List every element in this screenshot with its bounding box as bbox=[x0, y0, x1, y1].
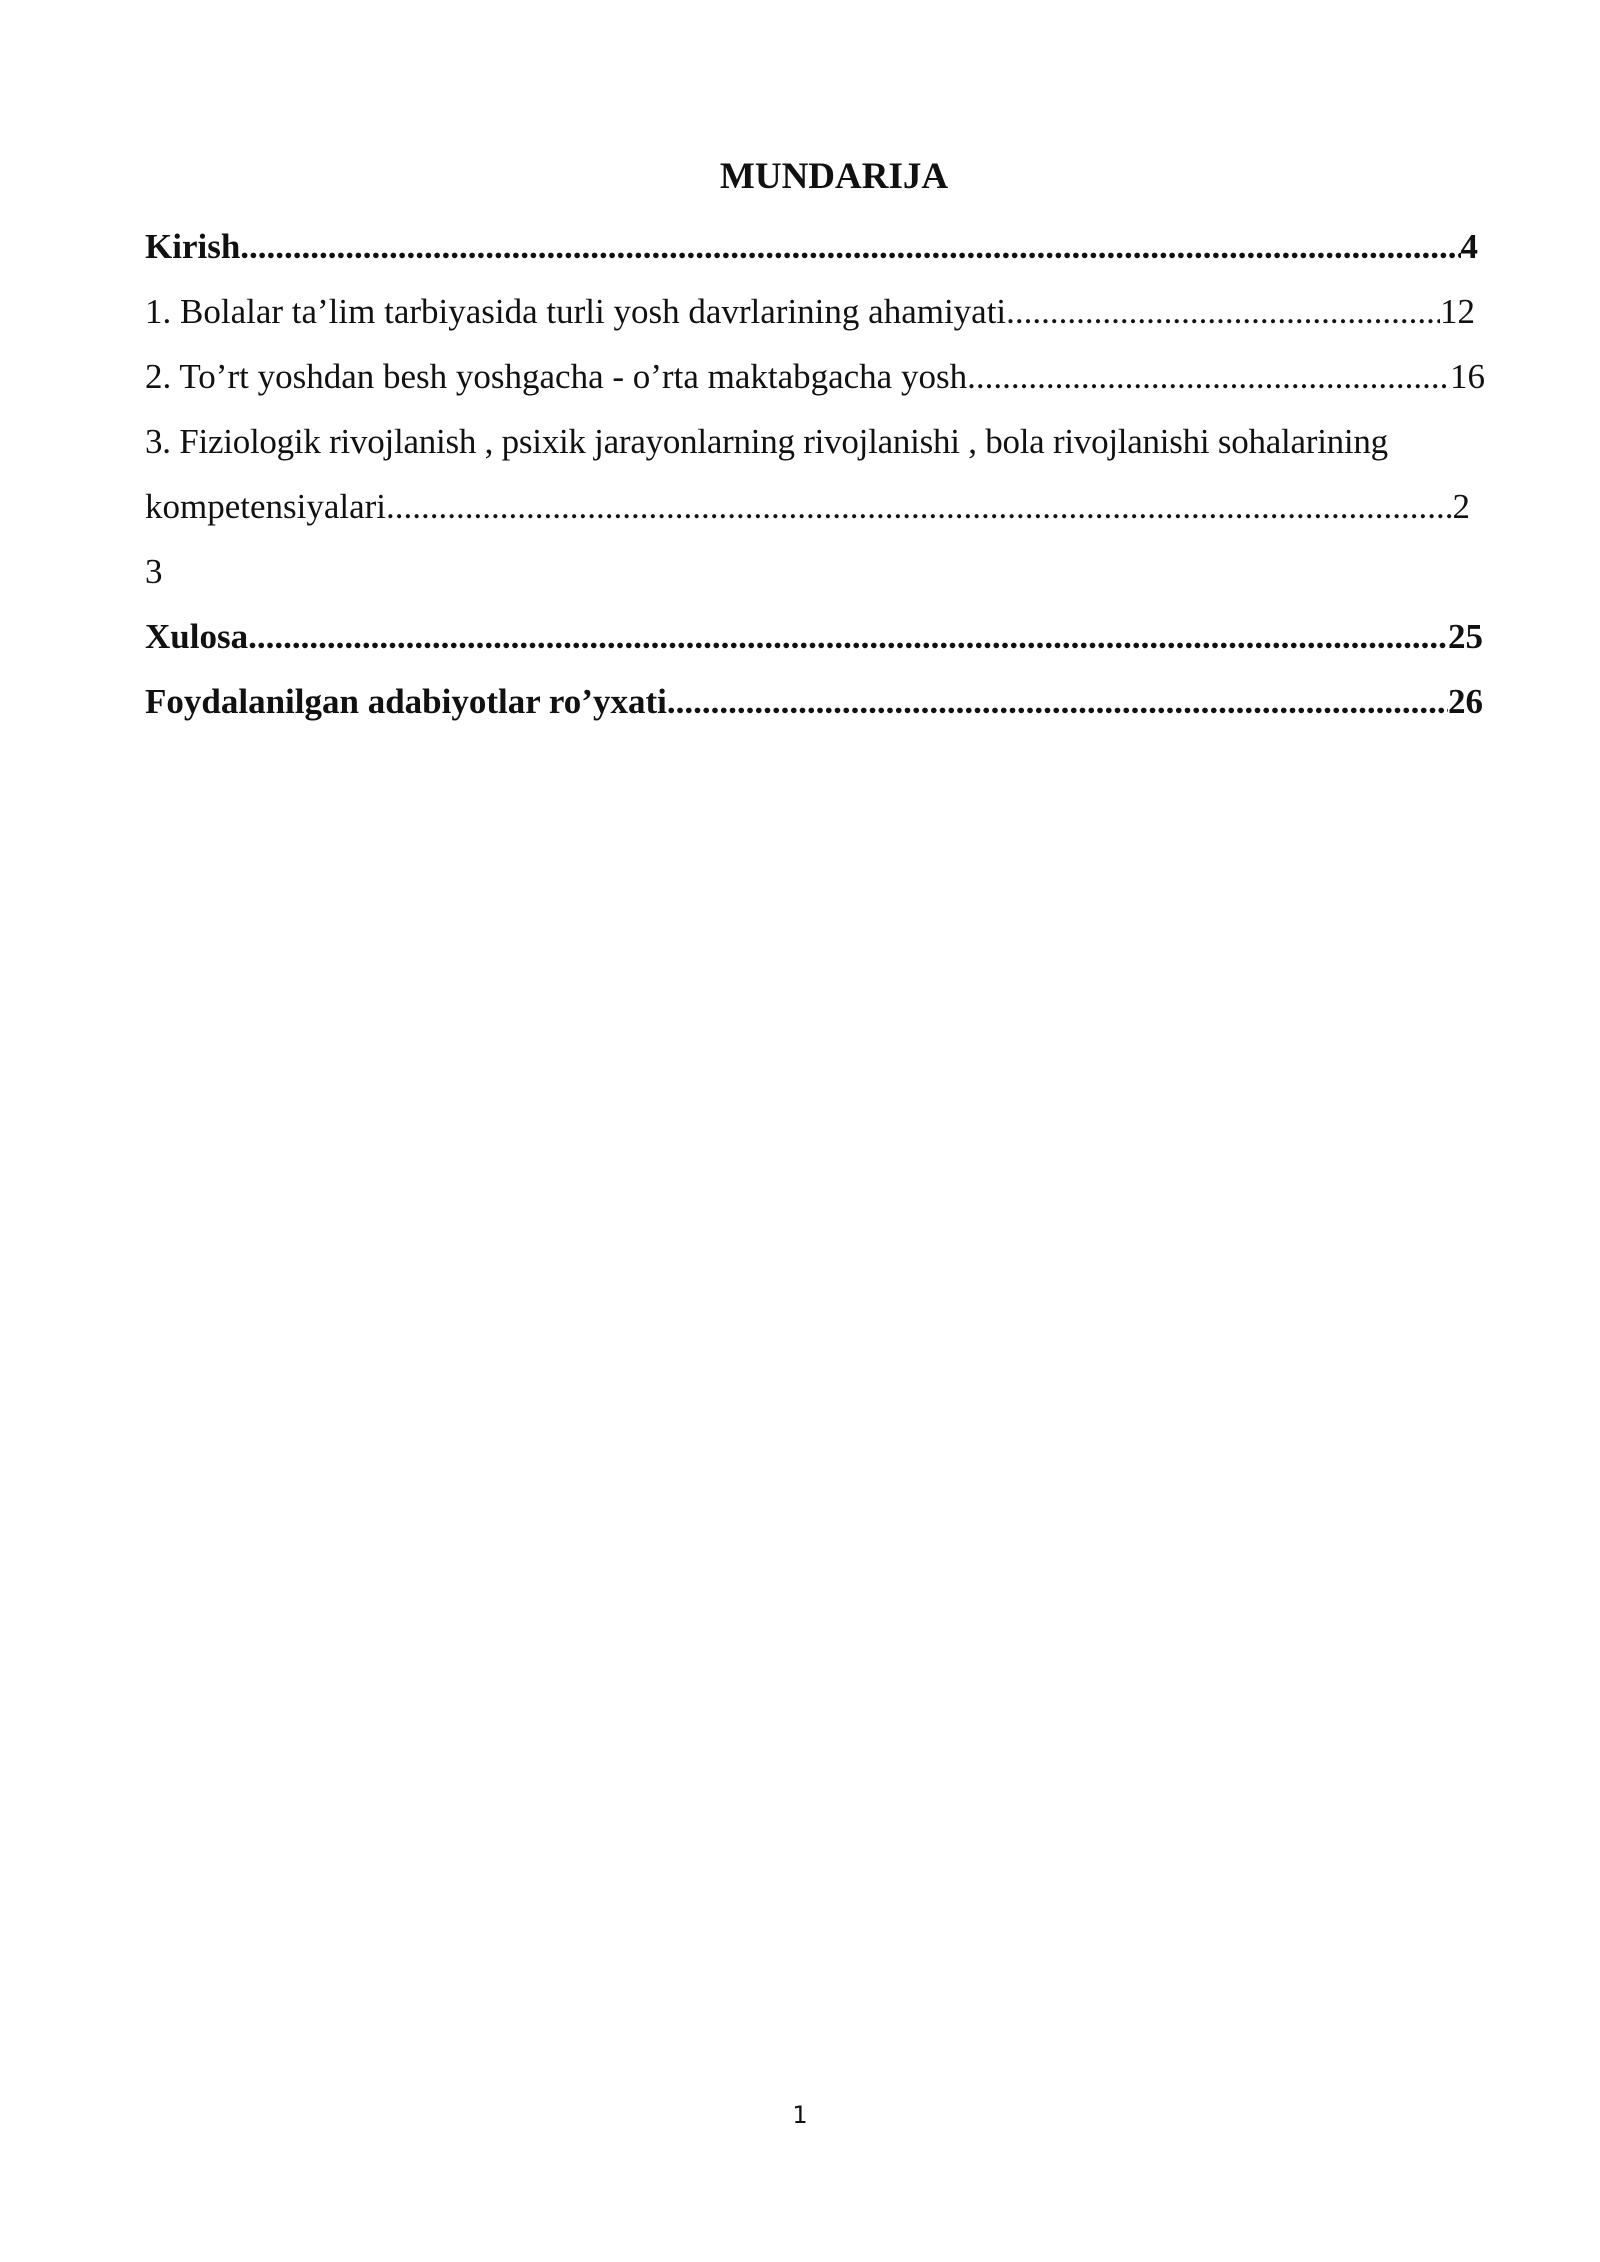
toc-leader-dots bbox=[248, 604, 1448, 669]
toc-entry-2 bbox=[145, 344, 1485, 409]
toc-leader-dots bbox=[1006, 279, 1440, 344]
toc-entry-adabiyotlar bbox=[145, 669, 1485, 734]
toc-entry-text-line1: 3. Fiziologik rivojlanish , psixik jarayonlarning rivojlanishi , bola rivojlanishi sohalarining bbox=[145, 422, 1388, 461]
toc-entry-xulosa bbox=[145, 604, 1485, 669]
toc-entry-page: 12 bbox=[1440, 292, 1475, 331]
toc-entry-text: Kirish bbox=[145, 227, 241, 266]
toc-entry-page-part1: 2 bbox=[1452, 487, 1470, 526]
toc-leader-dots bbox=[386, 474, 1452, 539]
toc-leader-dots bbox=[240, 214, 1460, 279]
toc-entry-text: 1. Bolalar ta’lim tarbiyasida turli yosh davrlarining ahamiyati bbox=[145, 292, 1007, 331]
toc-entry-3 bbox=[145, 409, 1485, 604]
table-of-contents bbox=[145, 150, 1485, 734]
toc-entry-page: 16 bbox=[1450, 357, 1485, 396]
toc-entry-page: 4 bbox=[1460, 227, 1478, 266]
toc-entry-text: Xulosa bbox=[145, 617, 249, 656]
toc-leader-dots bbox=[967, 344, 1450, 409]
toc-entry-text: 2. To’rt yoshdan besh yoshgacha - o’rta maktabgacha yosh bbox=[145, 357, 968, 396]
toc-entry-text: Foydalanilgan adabiyotlar ro’yxati bbox=[145, 682, 667, 721]
toc-entry-page: 25 bbox=[1448, 617, 1483, 656]
toc-leader-dots bbox=[667, 669, 1448, 734]
toc-entry-1 bbox=[145, 279, 1485, 344]
toc-entry-text-line2: kompetensiyalari bbox=[145, 487, 387, 526]
page-number: 1 bbox=[792, 2101, 808, 2129]
toc-entry-page: 26 bbox=[1448, 682, 1483, 721]
toc-entry-kirish bbox=[145, 214, 1485, 279]
toc-title: MUNDARIJA bbox=[719, 156, 949, 197]
toc-entry-page-part2: 3 bbox=[145, 552, 163, 591]
